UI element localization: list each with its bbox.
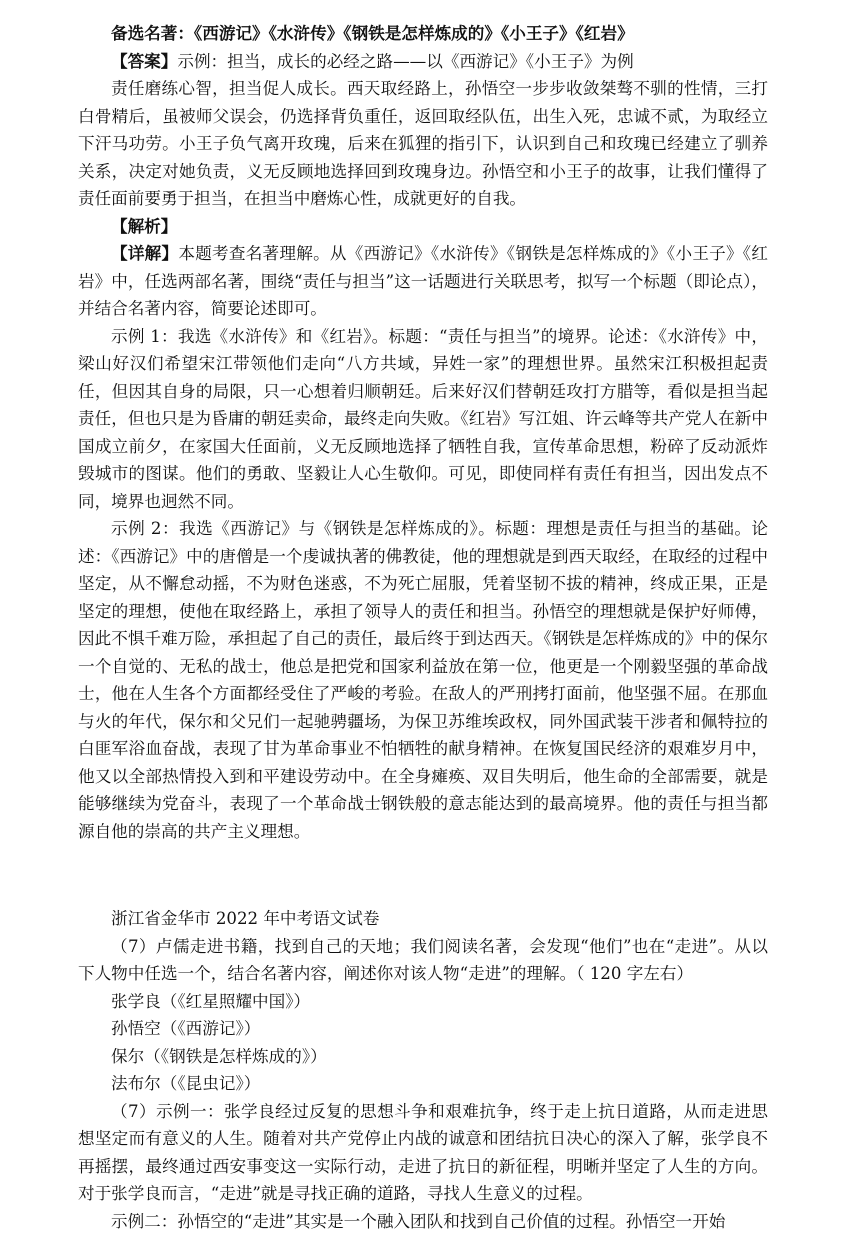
answer-body: 责任磨练心智，担当促人成长。西天取经路上，孙悟空一步步收敛桀骜不驯的性情，三打白骨精后，虽被师父误会，仍选择背负重任，返回取经队伍，出生入死，忠诚不贰，为取经立下汗马功劳。小王子负气离开玫瑰，后来在狐狸的指引下，认识到自己和玫瑰已经建立了驯养关系，决定对她负责，义无反顾地选择回到玫瑰身边。孙悟空和小王子的故事，让我们懂得了责任面前要勇于担当，在担当中磨炼心性，成就更好的自我。 [78, 75, 768, 213]
detail-tag: 【详解】 [111, 243, 178, 263]
example-1-paragraph: 示例 1：我选《水浒传》和《红岩》。标题：“责任与担当”的境界。论述：《水浒传》中，梁山好汉们希望宋江带领他们走向“八方共域，异姓一家”的理想世界。虽然宋江积极担起责任，但因其自身的局限，只一心想着归顺朝廷。后来好汉们替朝廷攻打方腊等，看似是担当起责任，但也只是为昏庸的朝廷卖命，最终走向失败。《红岩》写江姐、许云峰等共产党人在新中国成立前夕，在家国大任面前，义无反顾地选择了牺牲自我，宣传革命思想，粉碎了反动派炸毁城市的图谋。他们的勇敢、坚毅让人心生敬仰。可见，即使同样有责任有担当，因出发点不同，境界也迥然不同。 [78, 323, 768, 516]
detail-body: 本题考查名著理解。从《西游记》《水浒传》《钢铁是怎样炼成的》《小王子》《红岩》中，任选两部名著，围绕“责任与担当”这一话题进行关联思考，拟写一个标题（即论点），并结合名著内容，简要论述即可。 [78, 244, 768, 318]
choice-zhang-xueliang: 张学良（《红星照耀中国》） [78, 988, 768, 1016]
section-gap [78, 845, 768, 905]
answer-example-1: （7）示例一：张学良经过反复的思想斗争和艰难抗争，终于走上抗日道路，从而走进思想坚定而有意义的人生。随着对共产党停止内战的诚意和团结抗日决心的深入了解，张学良不再摇摆，最终通过西安事变这一实际行动，走进了抗日的新征程，明晰并坚定了人生的方向。对于张学良而言，“走进”就是寻找正确的道路，寻找人生意义的过程。 [78, 1098, 768, 1208]
choice-paul: 保尔（《钢铁是怎样炼成的》） [78, 1043, 768, 1071]
analysis-tag: 【解析】 [78, 213, 768, 241]
choice-fabre: 法布尔（《昆虫记》） [78, 1070, 768, 1098]
question-7: （7）卢儒走进书籍，找到自己的天地；我们阅读名著，会发现“他们”也在“走进”。从以下人物中任选一个，结合名著内容，阐述你对该人物“走进”的理解。（ 120 字左右） [78, 933, 768, 988]
answer-tag: 【答案】 [111, 51, 177, 71]
detail-paragraph [78, 240, 768, 323]
candidate-books-line: 备选名著：《西游记》《水浒传》《钢铁是怎样炼成的》《小王子》《红岩》 [78, 20, 768, 48]
answer-title: 示例：担当，成长的必经之路——以《西游记》《小王子》为例 [177, 52, 633, 71]
document-page [78, 20, 768, 1235]
answer-example-2: 示例二：孙悟空的“走进”其实是一个融入团队和找到自己价值的过程。孙悟空一开始 [78, 1208, 768, 1235]
choice-sun-wukong: 孙悟空（《西游记》） [78, 1015, 768, 1043]
answer-heading [78, 48, 768, 76]
example-2-paragraph: 示例 2：我选《西游记》与《钢铁是怎样炼成的》。标题：理想是责任与担当的基础。论述：《西游记》中的唐僧是一个虔诚执著的佛教徒，他的理想就是到西天取经，在取经的过程中坚定，从不懈怠动摇，不为财色迷惑，不为死亡屈服，凭着坚韧不拔的精神，终成正果，正是坚定的理想，使他在取经路上，承担了领导人的责任和担当。孙悟空的理想就是保护好师傅，因此不惧千难万险，承担起了自己的责任，最后终于到达西天。《钢铁是怎样炼成的》中的保尔一个自觉的、无私的战士，他总是把党和国家利益放在第一位，他更是一个刚毅坚强的革命战士，他在人生各个方面都经受住了严峻的考验。在敌人的严刑拷打面前，他坚强不屈。在那血与火的年代，保尔和父兄们一起驰骋疆场，为保卫苏维埃政权，同外国武装干涉者和佩特拉的白匪军浴血奋战，表现了甘为革命事业不怕牺牲的献身精神。在恢复国民经济的艰难岁月中，他又以全部热情投入到和平建设劳动中。在全身瘫痪、双目失明后，他生命的全部需要，就是能够继续为党奋斗，表现了一个革命战士钢铁般的意志能达到的最高境界。他的责任与担当都源自他的崇高的共产主义理想。 [78, 515, 768, 845]
exam-title: 浙江省金华市 2022 年中考语文试卷 [78, 905, 768, 933]
